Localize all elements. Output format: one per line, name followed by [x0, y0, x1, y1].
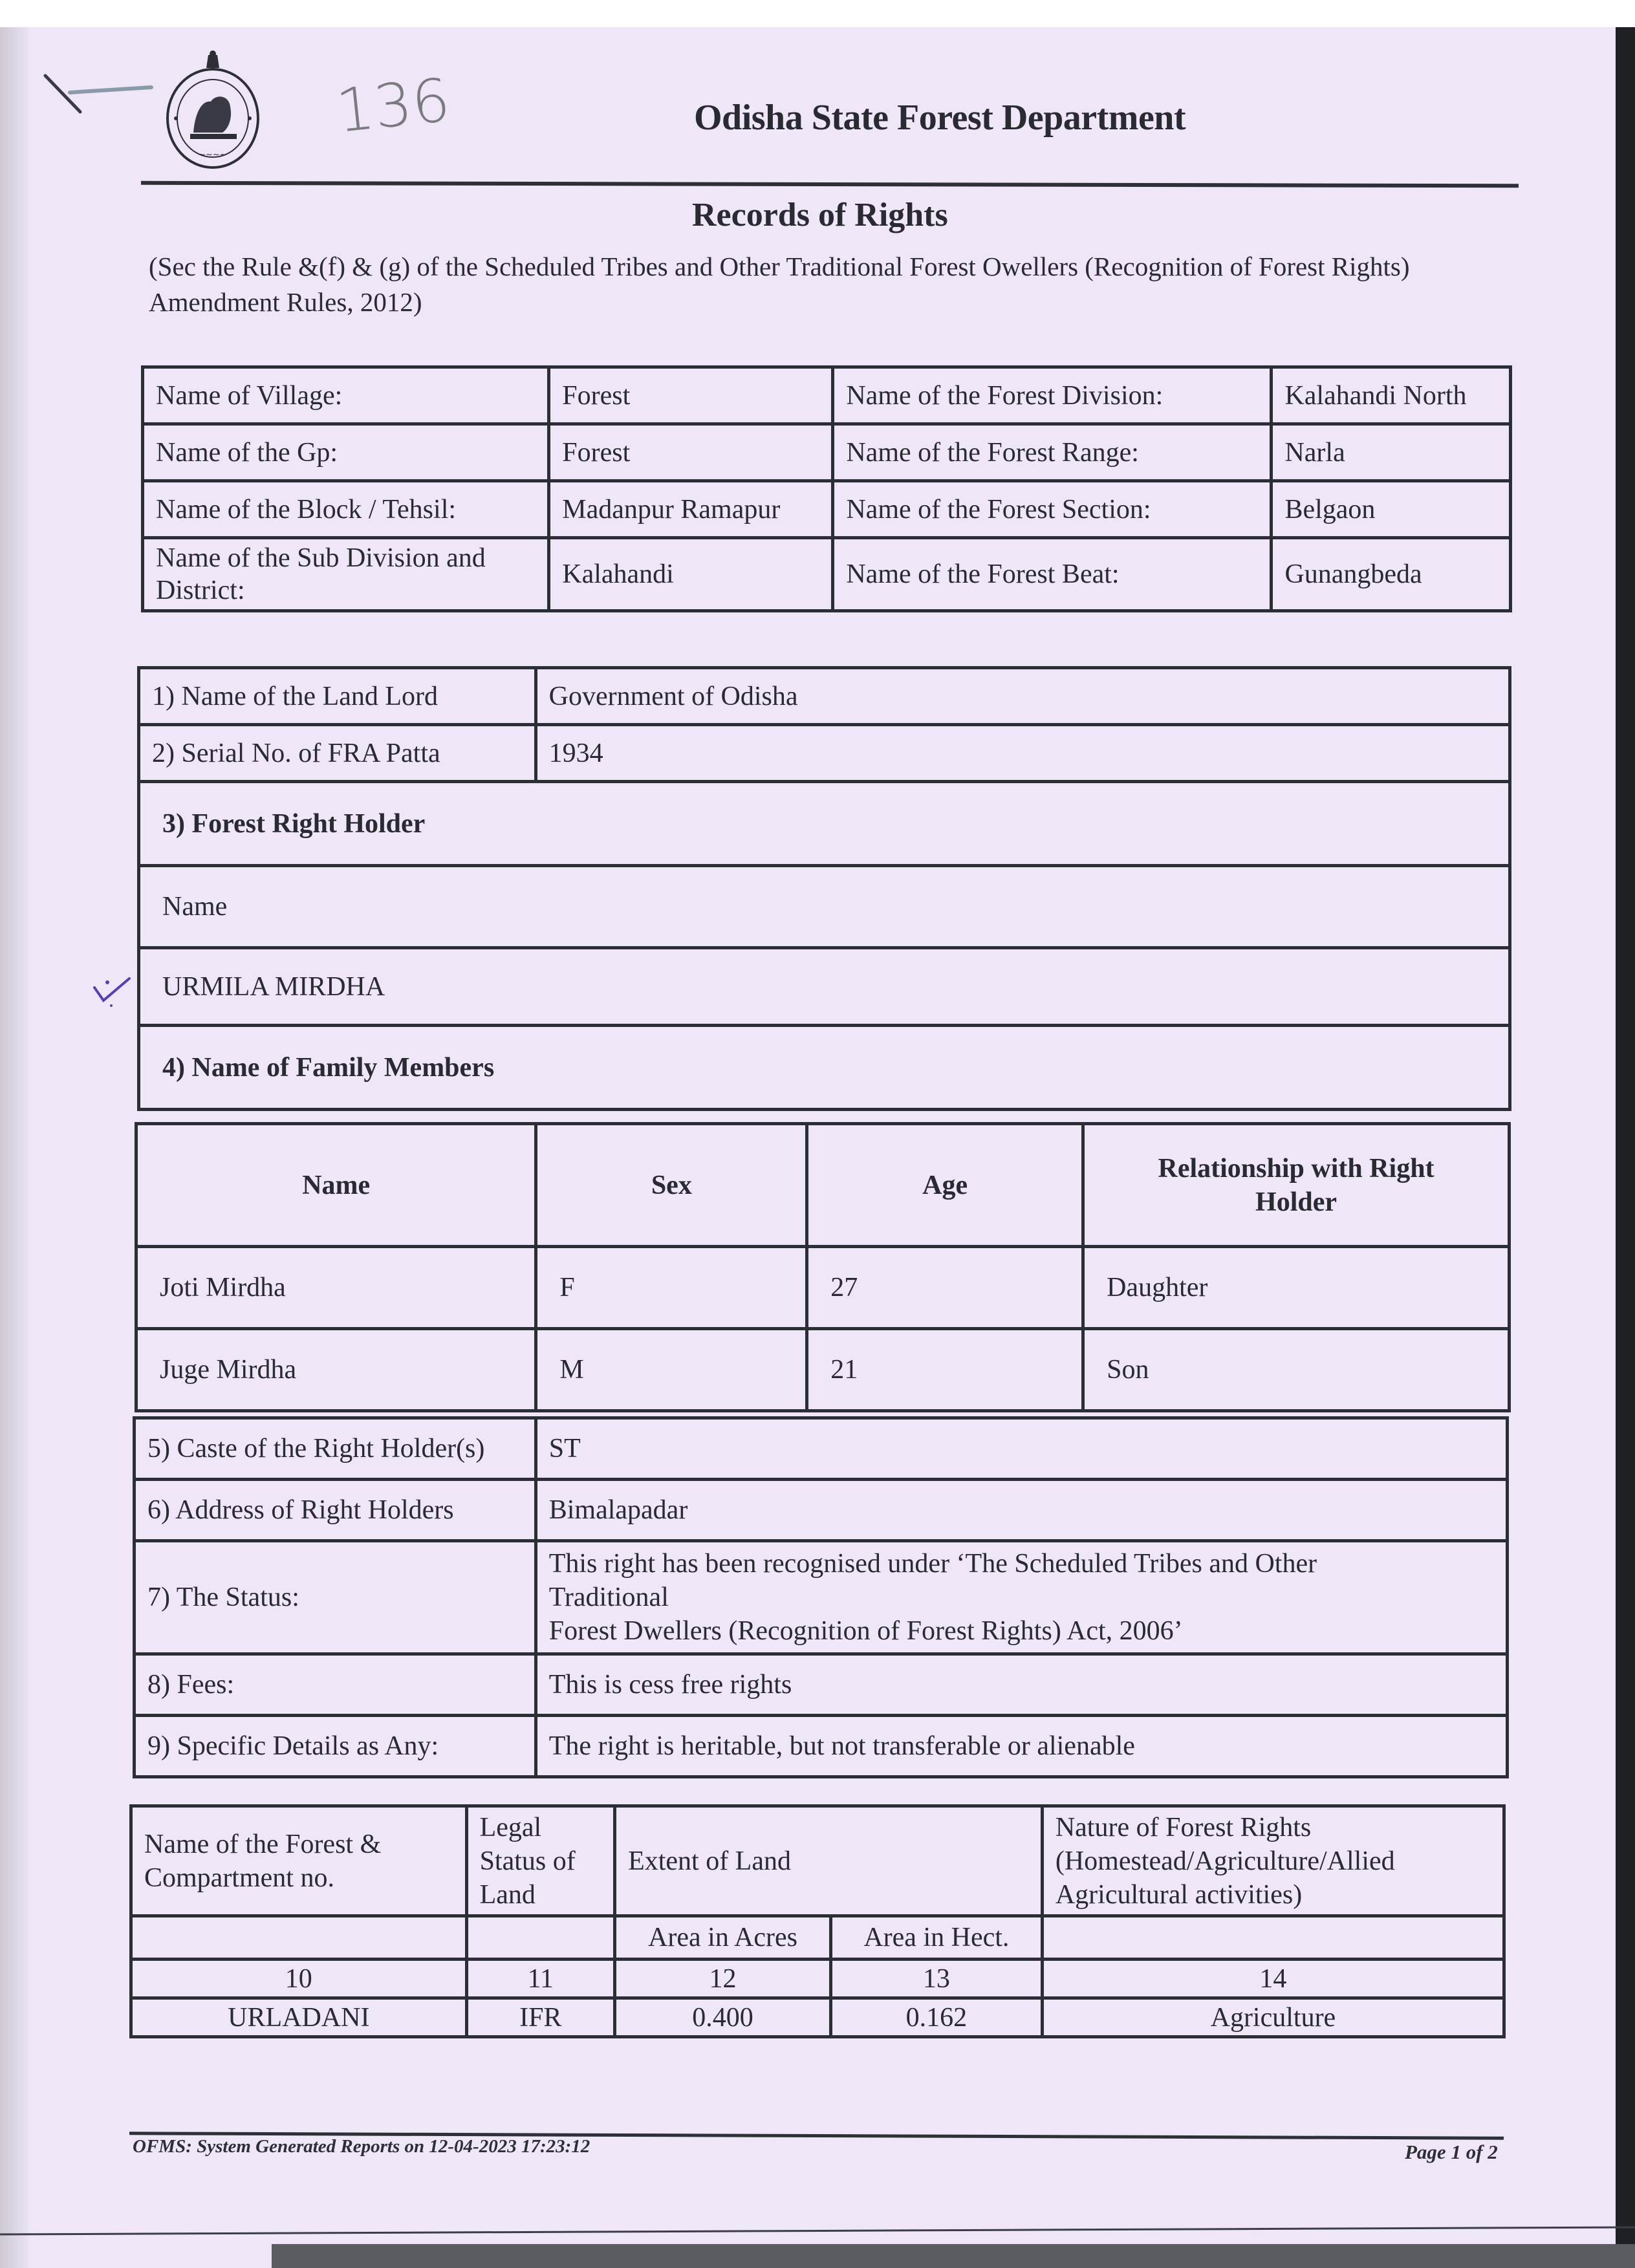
- legal-status-value: IFR: [466, 1998, 615, 2037]
- column-number: 12: [615, 1960, 831, 1998]
- table-subheader-row: [131, 1916, 1504, 1960]
- member-name: Joti Mirdha: [136, 1247, 536, 1329]
- member-age: 21: [807, 1329, 1083, 1411]
- area-acres-value: 0.400: [615, 1998, 831, 2037]
- gp-value: Forest: [549, 424, 833, 481]
- caste-value: ST: [536, 1418, 1507, 1480]
- column-header-forest-compartment: Name of the Forest & Compartment no.: [131, 1806, 467, 1916]
- fees-label: 8) Fees:: [135, 1654, 536, 1716]
- block-label: Name of the Block / Tehsil:: [143, 481, 549, 538]
- nature-of-rights-value: Agriculture: [1042, 1998, 1504, 2037]
- handwritten-page-number: 136: [332, 65, 453, 146]
- table-header-row: [131, 1806, 1504, 1916]
- table-row: [135, 1716, 1508, 1777]
- status-line-2: Traditional: [548, 1582, 669, 1612]
- forest-division-value: Kalahandi North: [1272, 367, 1511, 424]
- family-members-heading: 4) Name of Family Members: [139, 1026, 1510, 1110]
- member-sex: M: [536, 1329, 807, 1411]
- status-label: 7) The Status:: [135, 1541, 536, 1654]
- document-subtitle: (Sec the Rule &(f) & (g) of the Scheduled Tribes and Other Traditional Forest Owellers (Recognition of Forest Rights) Amendment Rules, 2012): [149, 252, 1410, 317]
- forest-range-label: Name of the Forest Range:: [833, 424, 1272, 481]
- table-row: [135, 1654, 1508, 1716]
- column-header-extent-of-land: Extent of Land: [615, 1806, 1043, 1916]
- table-row: [139, 725, 1510, 782]
- handwritten-tick-icon: [89, 973, 135, 1012]
- subdivision-label: Name of the Sub Division and District:: [143, 538, 549, 611]
- address-value: Bimalapadar: [536, 1480, 1507, 1541]
- table-row: [135, 1418, 1508, 1480]
- column-header-area-acres: Area in Acres: [615, 1916, 831, 1960]
- forest-compartment-value: URLADANI: [131, 1998, 467, 2037]
- forest-division-label: Name of the Forest Division:: [833, 367, 1272, 424]
- subdivision-value: Kalahandi: [549, 538, 833, 611]
- scan-left-shadow: [0, 27, 28, 2268]
- table-row: [131, 1998, 1504, 2037]
- empty-cell: [131, 1916, 467, 1960]
- column-number-row: [131, 1960, 1504, 1998]
- odisha-emblem-seal-icon: [158, 49, 268, 171]
- land-details-table: [129, 1804, 1506, 2038]
- column-number: 14: [1042, 1960, 1504, 1998]
- member-relationship: Son: [1083, 1329, 1510, 1411]
- table-row: [139, 866, 1510, 948]
- member-name: Juge Mirdha: [136, 1329, 536, 1411]
- table-row: [143, 538, 1511, 611]
- table-row: [135, 1480, 1508, 1541]
- department-title: Odisha State Forest Department: [694, 98, 1186, 138]
- holder-name-value: URMILA MIRDHA: [139, 948, 1510, 1026]
- land-lord-label: 1) Name of the Land Lord: [139, 668, 536, 725]
- member-sex: F: [536, 1247, 807, 1329]
- location-table: [141, 365, 1512, 612]
- gp-label: Name of the Gp:: [143, 424, 549, 481]
- forest-beat-value: Gunangbeda: [1272, 538, 1511, 611]
- land-lord-value: Government of Odisha: [536, 668, 1510, 725]
- scan-bottom-edge: [272, 2244, 1635, 2268]
- column-number: 13: [830, 1960, 1042, 1998]
- column-header-area-hect: Area in Hect.: [830, 1916, 1042, 1960]
- specific-details-label: 9) Specific Details as Any:: [135, 1716, 536, 1777]
- table-row: [139, 1026, 1510, 1110]
- block-value: Madanpur Ramapur: [549, 481, 833, 538]
- column-number: 10: [131, 1960, 467, 1998]
- column-header-sex: Sex: [536, 1124, 807, 1247]
- serial-label: 2) Serial No. of FRA Patta: [139, 725, 536, 782]
- family-members-table: [135, 1122, 1511, 1412]
- table-row: [143, 481, 1511, 538]
- svg-text:~~~~: ~~~~: [199, 150, 227, 160]
- caste-label: 5) Caste of the Right Holder(s): [135, 1418, 536, 1480]
- forest-beat-label: Name of the Forest Beat:: [833, 538, 1272, 611]
- holder-name-label: Name: [139, 866, 1510, 948]
- forest-range-value: Narla: [1272, 424, 1511, 481]
- table-row: [139, 668, 1510, 725]
- table-row: [136, 1247, 1510, 1329]
- forest-section-label: Name of the Forest Section:: [833, 481, 1272, 538]
- column-header-relationship: Relationship with Right Holder: [1083, 1124, 1510, 1247]
- column-header-legal-status: Legal Status of Land: [466, 1806, 615, 1916]
- column-number: 11: [466, 1960, 615, 1998]
- table-row: [136, 1329, 1510, 1411]
- status-line-1: This right has been recognised under ‘The Scheduled Tribes and Other: [548, 1549, 1317, 1579]
- document-title: Records of Rights: [692, 197, 948, 233]
- serial-value: 1934: [536, 725, 1510, 782]
- page-indicator: Page 1 of 2: [1405, 2141, 1498, 2163]
- forest-right-holder-heading: 3) Forest Right Holder: [139, 782, 1510, 866]
- empty-cell: [466, 1916, 615, 1960]
- status-line-3: Forest Dwellers (Recognition of Forest Rights) Act, 2006’: [548, 1616, 1183, 1646]
- rights-holder-table: [137, 666, 1511, 1111]
- table-row: [143, 367, 1511, 424]
- address-label: 6) Address of Right Holders: [135, 1480, 536, 1541]
- scan-right-edge: [1616, 27, 1635, 2268]
- details-table: [133, 1416, 1509, 1778]
- column-header-name: Name: [136, 1124, 536, 1247]
- member-age: 27: [807, 1247, 1083, 1329]
- table-row: [143, 424, 1511, 481]
- fees-value: This is cess free rights: [536, 1654, 1507, 1716]
- table-row: [139, 782, 1510, 866]
- column-header-age: Age: [807, 1124, 1083, 1247]
- table-row: [135, 1541, 1508, 1654]
- generated-report-timestamp: OFMS: System Generated Reports on 12-04-2023 17:23:12: [133, 2136, 590, 2157]
- handwritten-stroke-icon: [40, 68, 157, 120]
- village-label: Name of Village:: [143, 367, 549, 424]
- table-header-row: [136, 1124, 1510, 1247]
- column-header-nature-of-rights: Nature of Forest Rights (Homestead/Agriculture/Allied Agricultural activities): [1042, 1806, 1504, 1916]
- village-value: Forest: [549, 367, 833, 424]
- specific-details-value: The right is heritable, but not transferable or alienable: [536, 1716, 1507, 1777]
- member-relationship: Daughter: [1083, 1247, 1510, 1329]
- table-row: [139, 948, 1510, 1026]
- status-value: [536, 1541, 1507, 1654]
- forest-section-value: Belgaon: [1272, 481, 1511, 538]
- empty-cell: [1042, 1916, 1504, 1960]
- area-hect-value: 0.162: [830, 1998, 1042, 2037]
